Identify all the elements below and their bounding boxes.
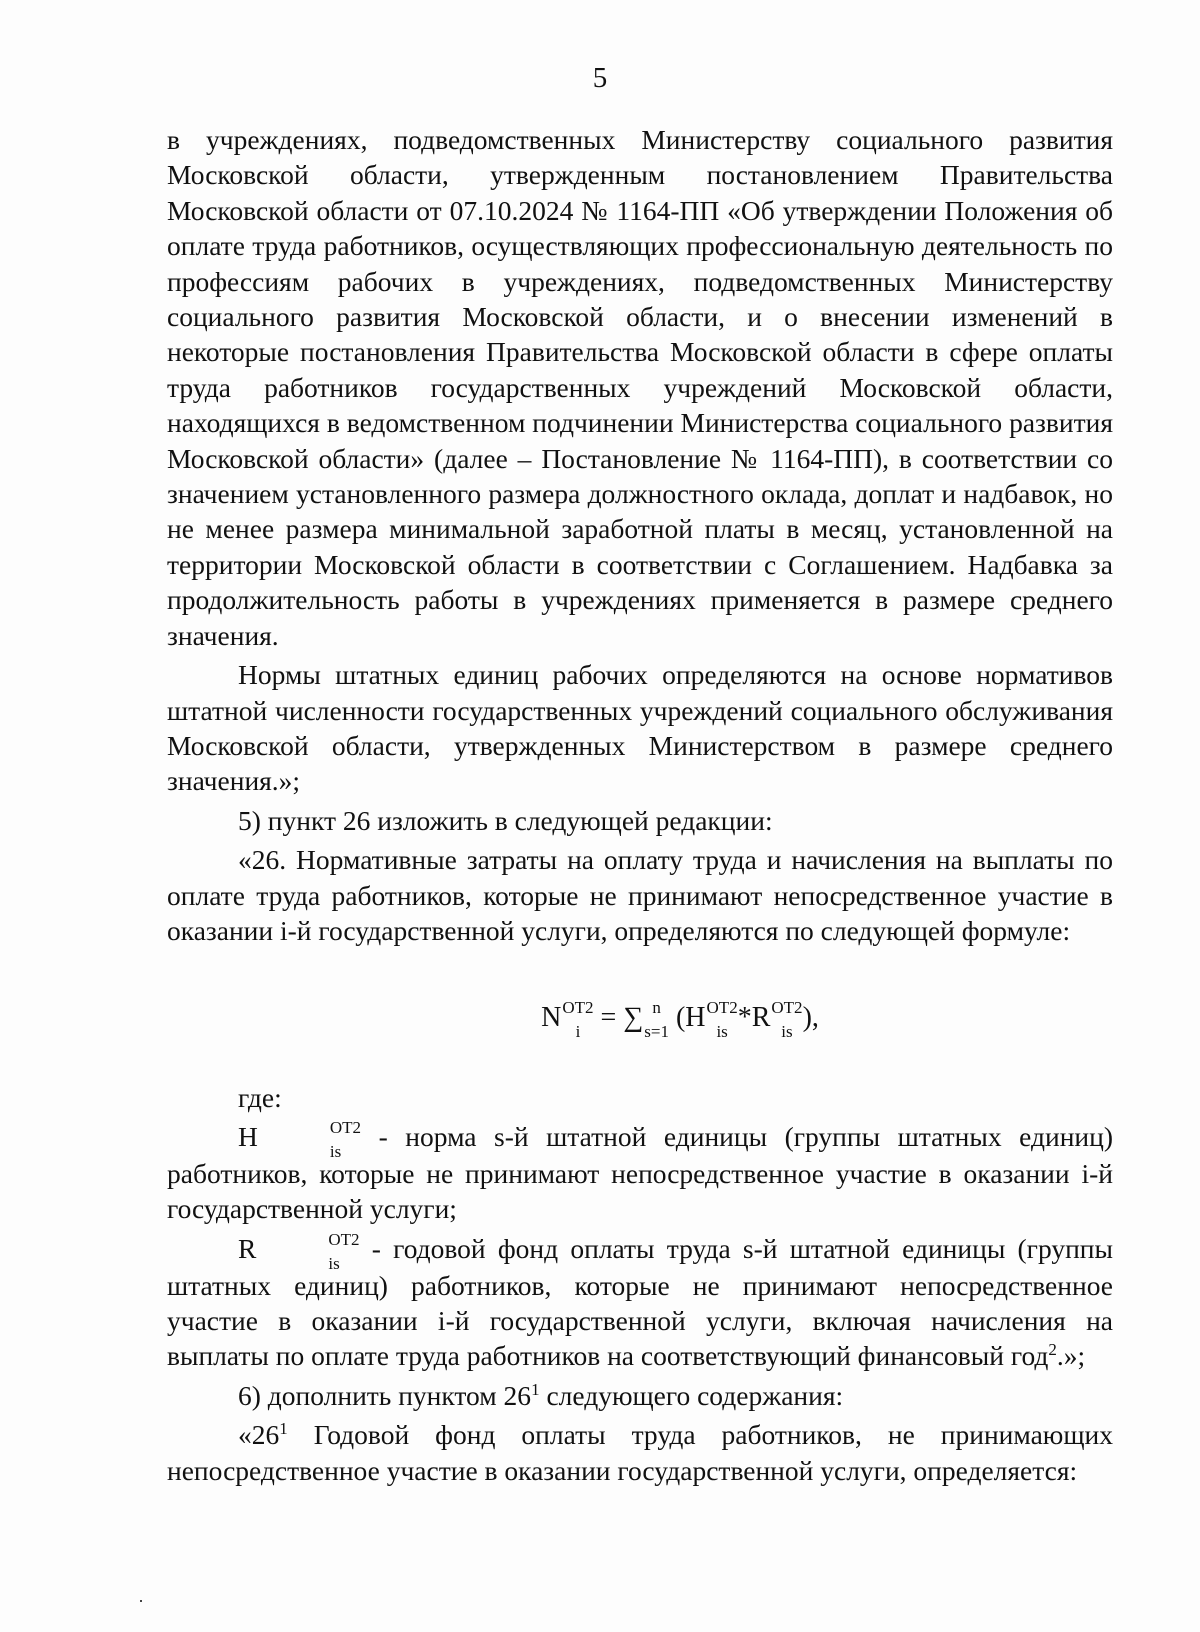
paragraph-continuation: в учреждениях, подведомственных Министерству социального развития Московской области, утвержденным постановлением Правительства Московской области от 07.10.2024 № 1164-ПП «Об утверждении Положения об оплате труда работников, осуществляющих профессиональную деятельность по профессиям рабочих в учреждениях, подведомственных Министерству социального развития Московской области, и о внесении изменений в некоторые постановления Правительства Московской области в сфере оплаты труда работников государственных учреждений Московской области, находящихся в ведомственном подчинении Министерства социального развития Московской области» (далее – Постановление № 1164-ПП), в соответствии со значением установленного размера должностного оклада, доплат и надбавок, но не менее размера минимальной заработной платы в месяц, установленной на территории Московской области в соответствии с Соглашением. Надбавка за продолжительность работы в учреждениях применяется в размере среднего значения. bbox=[167, 124, 1113, 651]
where-label: где: bbox=[238, 1081, 282, 1113]
definition-r: R OT2 is - годовой фонд оплаты труда s-й штатной единицы (группы штатных единиц) работников, которые не принимают непосредственное участие в оказании i-й государственной услуги, включая начисления на выплаты по оплате труда работников на соответствующий финансовый год$^2$.»; bbox=[167, 1229, 1113, 1372]
paragraph-staff-norms: Нормы штатных единиц рабочих определяются на основе нормативов штатной численности государственных учреждений социального обслуживания Московской области, утвержденных Министерством в размере среднего значения.»; bbox=[167, 659, 1113, 797]
page-number: 5 bbox=[592, 62, 608, 94]
paragraph-item-6: 6) дополнить пунктом 26$^1$ следующего содержания: bbox=[238, 1379, 844, 1411]
scan-speck bbox=[140, 1600, 142, 1602]
formula: N OT2 i = ∑ n s=1 (H OT2 is *R OT2 is ), bbox=[541, 997, 819, 1041]
definition-h: H OT2 is - норма s-й штатной единицы (группы штатных единиц) работников, которые не принимают непосредственное участие в оказании i-й государственной услуги; bbox=[167, 1118, 1113, 1225]
document-body bbox=[167, 122, 1113, 1488]
paragraph-item-26: «26. Нормативные затраты на оплату труда и начисления на выплаты по оплате труда работников, которые не принимают непосредственное участие в оказании i-й государственной услуги, определяются по следующей формуле: bbox=[167, 844, 1113, 946]
paragraph-item-5: 5) пункт 26 изложить в следующей редакции: bbox=[238, 804, 773, 836]
paragraph-item-26-1: «26$^1$ Годовой фонд оплаты труда работников, не принимающих непосредственное участие в оказании государственной услуги, определяется: bbox=[167, 1419, 1113, 1486]
footnote-marker: 2 bbox=[1048, 1340, 1057, 1360]
